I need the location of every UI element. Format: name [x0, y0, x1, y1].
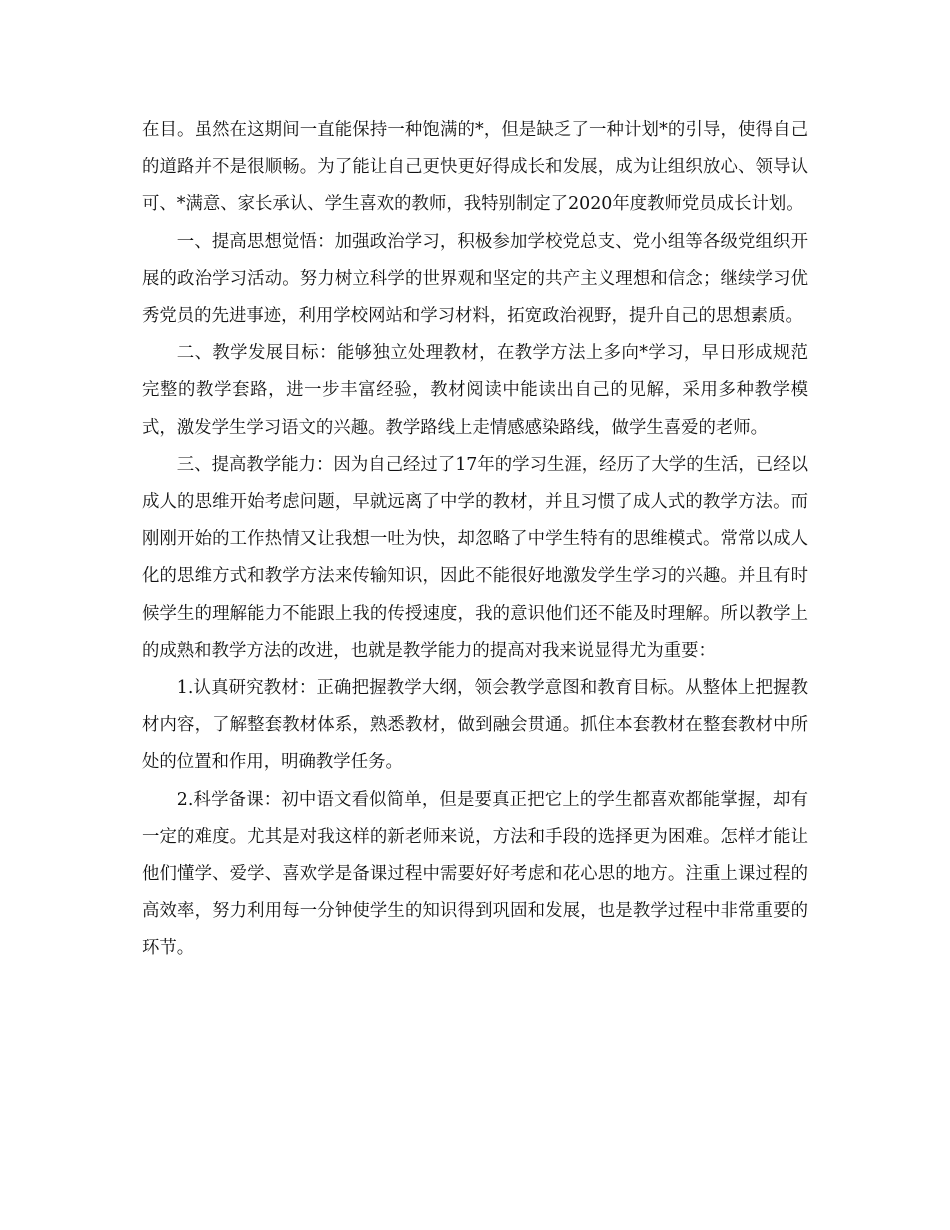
paragraph-intro: 在目。虽然在这期间一直能保持一种饱满的*，但是缺乏了一种计划*的引导，使得自己的道路并不是很顺畅。为了能让自己更快更好得成长和发展，成为让组织放心、领导认可、*满意、家长承认、学生喜欢的教师，我特别制定了2020年度教师党员成长计划。	[142, 120, 808, 215]
paragraph-item-2: 2.科学备课：初中语文看似简单，但是要真正把它上的学生都喜欢都能掌握，却有一定的难度。尤其是对我这样的新老师来说，方法和手段的选择更为困难。怎样才能让他们懂学、爱学、喜欢学是备课过程中需要好好考虑和花心思的地方。注重上课过程的高效率，努力利用每一分钟使学生的知识得到巩固和发展，也是教学过程中非常重要的环节。	[142, 789, 808, 959]
paragraph-section-1: 一、提高思想觉悟：加强政治学习，积极参加学校党总支、党小组等各级党组织开展的政治学习活动。努力树立科学的世界观和坚定的共产主义理想和信念；继续学习优秀党员的先进事迹，利用学校网站和学习材料，拓宽政治视野，提升自己的思想素质。	[142, 231, 808, 327]
paragraph-section-2: 二、教学发展目标：能够独立处理教材，在教学方法上多向*学习，早日形成规范完整的教学套路，进一步丰富经验，教材阅读中能读出自己的见解，采用多种教学模式，激发学生学习语文的兴趣。教学路线上走情感感染路线，做学生喜爱的老师。	[142, 343, 808, 438]
paragraph-section-3: 三、提高教学能力：因为自己经过了17年的学习生涯，经历了大学的生活，已经以成人的思维开始考虑问题，早就远离了中学的教材，并且习惯了成人式的教学方法。而刚刚开始的工作热情又让我想一吐为快，却忽略了中学生特有的思维模式。常常以成人化的思维方式和教学方法来传输知识，因此不能很好地激发学生学习的兴趣。并且有时候学生的理解能力不能跟上我的传授速度，我的意识他们还不能及时理解。所以教学上的成熟和教学方法的改进，也就是教学能力的提高对我来说显得尤为重要：	[142, 454, 808, 661]
paragraph-item-1: 1.认真研究教材：正确把握教学大纲，领会教学意图和教育目标。从整体上把握教材内容，了解整套教材体系，熟悉教材，做到融会贯通。抓住本套教材在整套教材中所处的位置和作用，明确教学任务。	[142, 678, 808, 773]
document-page	[142, 112, 808, 968]
